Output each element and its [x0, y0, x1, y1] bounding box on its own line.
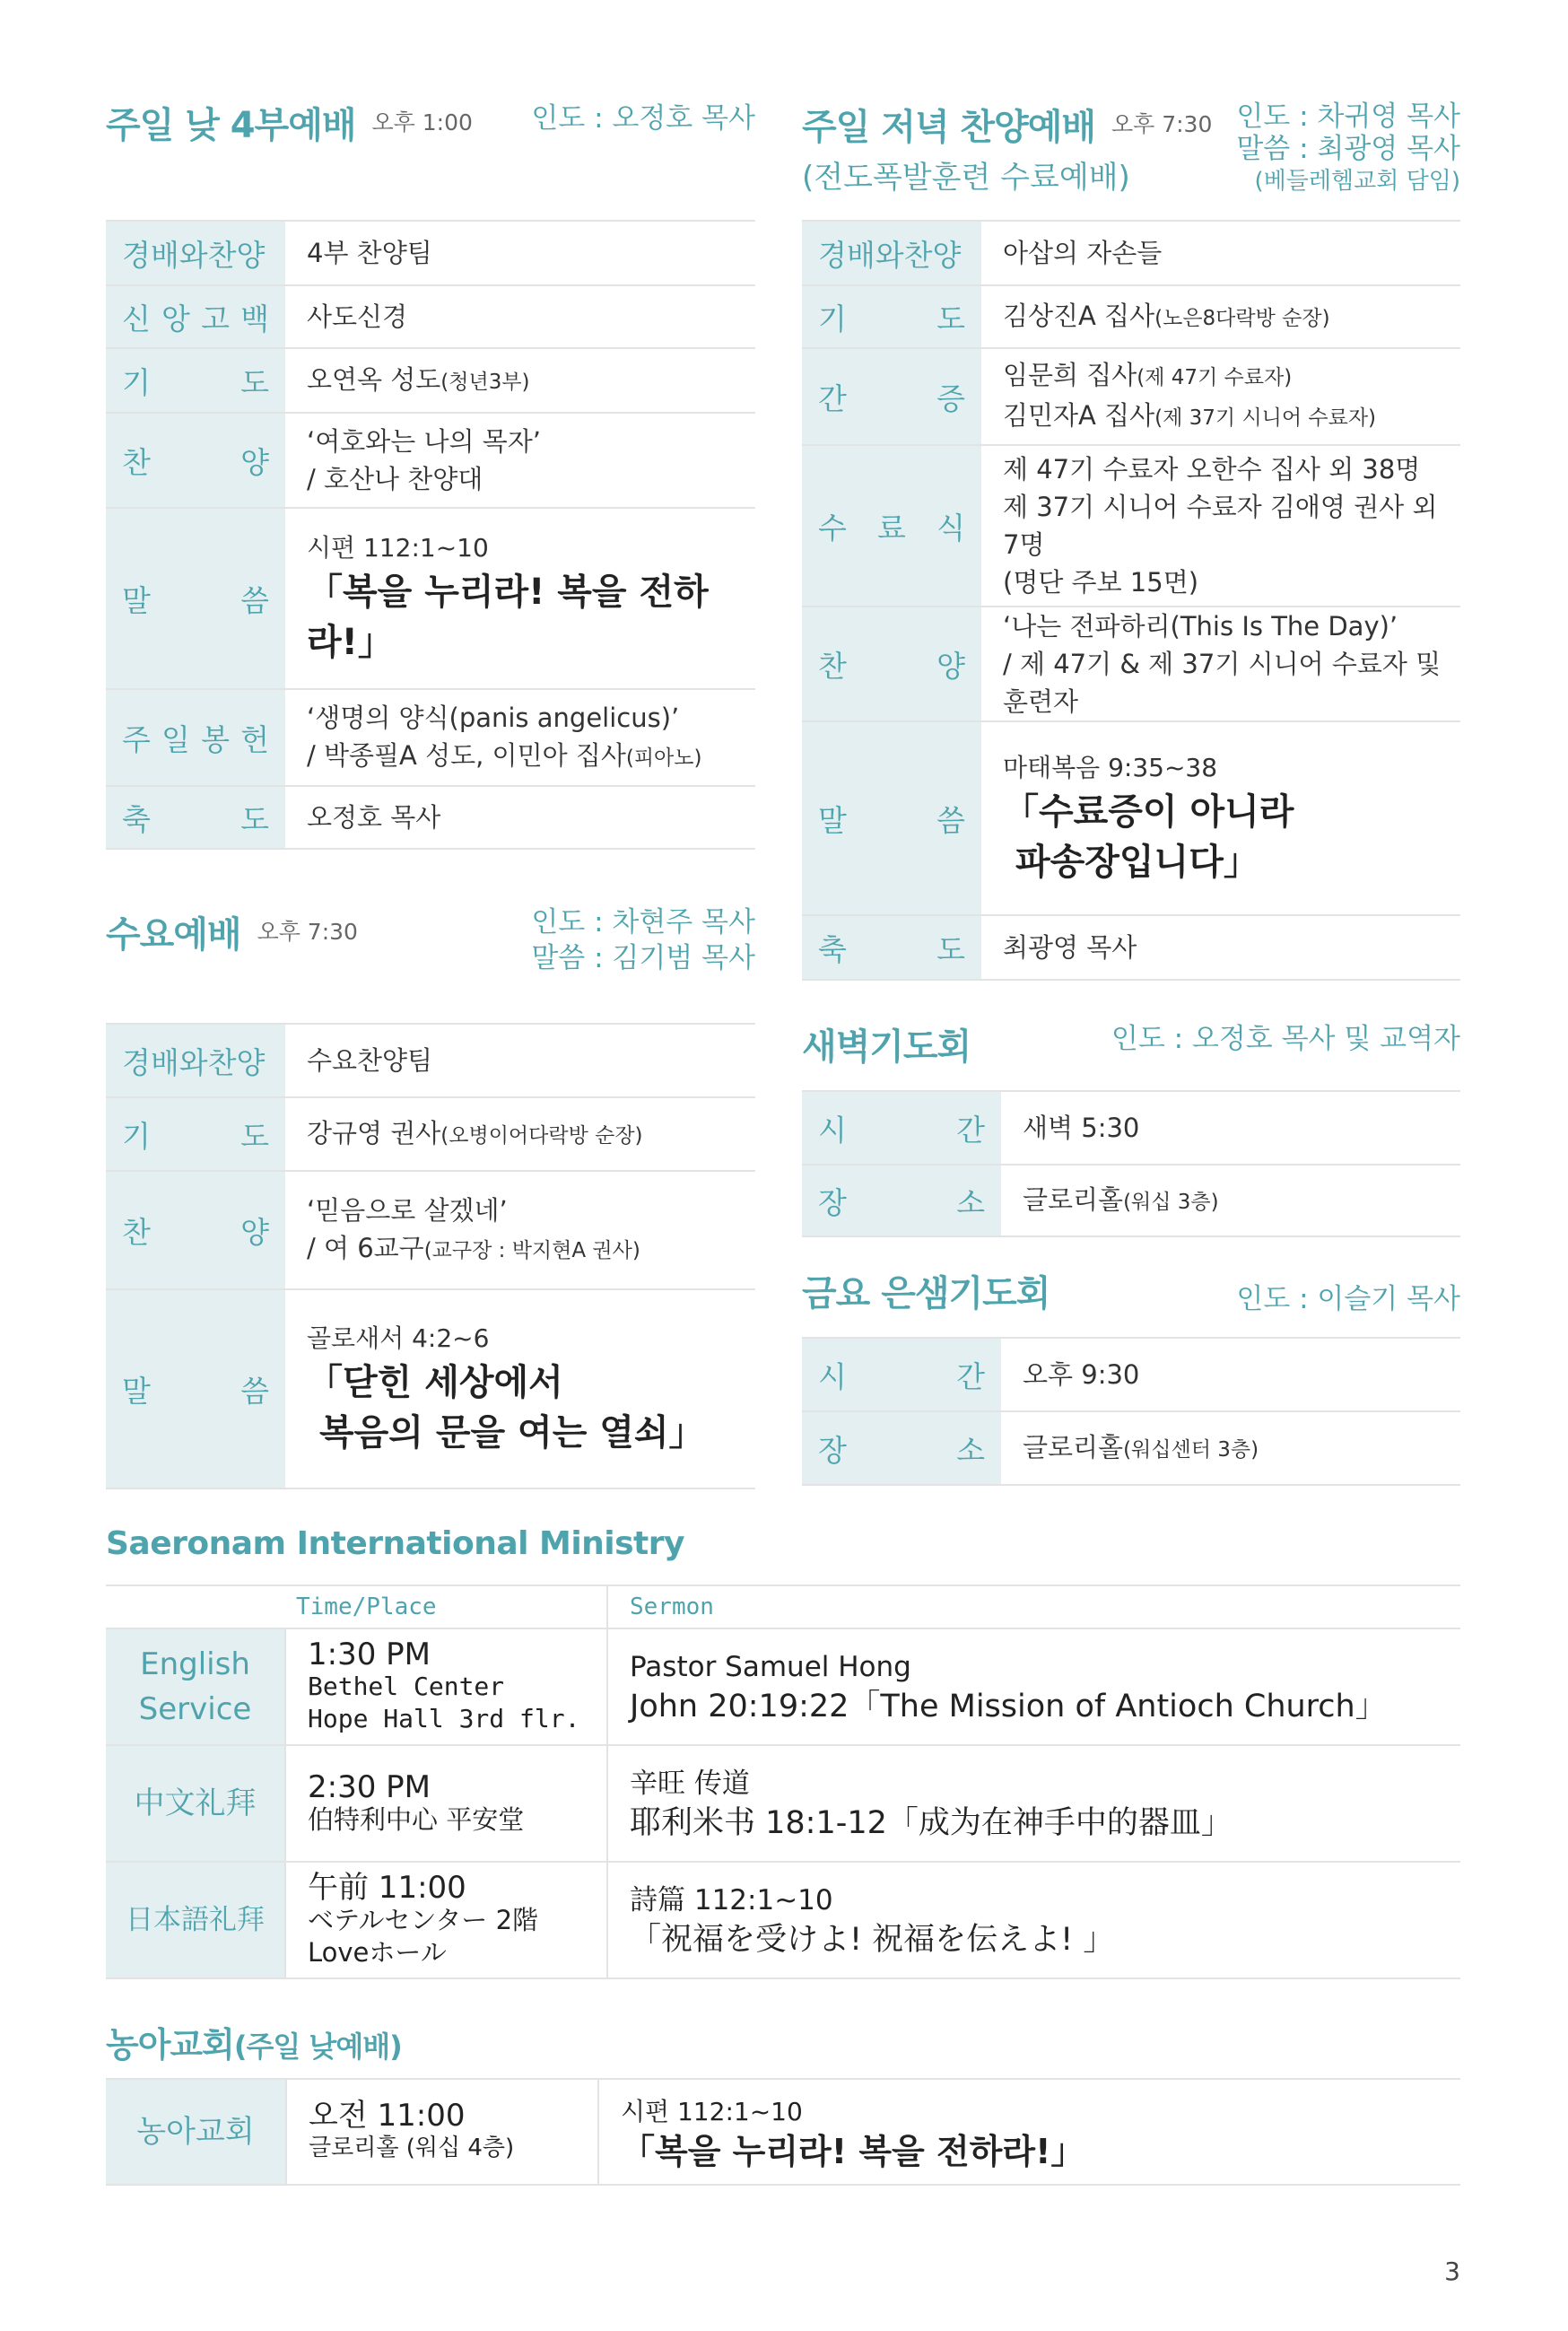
dawn-leader: 인도 : 오정호 목사 및 교역자 — [1111, 1023, 1460, 1055]
deaf-title — [106, 2017, 402, 2066]
deaf-row — [106, 2079, 1460, 2185]
row-label: 축 — [122, 801, 151, 837]
sunday4-row-offering — [106, 689, 755, 786]
row-value: 오후 9:30 — [1023, 1359, 1140, 1390]
sermon-title-line2: 파송장입니다」 — [1015, 842, 1259, 883]
chinese-sermon: 耶利米书 18:1-12「成为在神手中的器皿」 — [630, 1805, 1233, 1841]
row-value-note: (워십 3층) — [1123, 1190, 1219, 1214]
praise-song: ‘여호와는 나의 목자’ — [307, 426, 541, 457]
english-preacher: Pastor Samuel Hong — [630, 1651, 911, 1683]
row-label: 양 — [240, 1214, 269, 1250]
deaf-time: 오전 11:00 — [309, 2098, 466, 2134]
sermon-verse: 마태복음 9:35~38 — [1003, 753, 1218, 782]
sunday4-title — [106, 97, 473, 148]
praise-song: ‘나는 전파하리(This Is The Day)’ — [1003, 611, 1398, 642]
english-label-1: English — [140, 1646, 250, 1682]
testimony-note-1: (제 47기 수료자) — [1137, 366, 1293, 389]
evening-preacher-note: (베들레헴교회 담임) — [1254, 168, 1460, 195]
row-label: 식 — [936, 510, 965, 546]
deaf-verse: 시편 112:1~10 — [621, 2097, 803, 2126]
wednesday-row-prayer — [106, 1097, 755, 1171]
wednesday-row-worship — [106, 1024, 755, 1097]
row-label: 양 — [240, 444, 269, 480]
sermon-title-line2: 복음의 문을 여는 열쇠」 — [319, 1412, 705, 1454]
row-label: 수 — [818, 510, 847, 546]
row-label: 헌 — [240, 721, 269, 757]
english-place-1: Bethel Center — [308, 1672, 505, 1701]
evening-leaders — [1236, 100, 1460, 197]
praise-choir-note: (교구장 : 박지현A 권사) — [423, 1238, 640, 1262]
english-place-2: Hope Hall 3rd flr. — [308, 1704, 580, 1733]
row-label: 축 — [818, 931, 847, 967]
international-table — [106, 1585, 1460, 1979]
row-label: 장 — [818, 1184, 847, 1220]
japanese-place-2: Loveホール — [308, 1937, 447, 1968]
evening-subtitle: (전도폭발훈련 수료예배) — [802, 160, 1130, 196]
row-label: 료 — [877, 510, 906, 546]
row-value: 4부 찬양팀 — [307, 238, 432, 268]
evening-title-text: 주일 저녁 찬양예배 — [802, 107, 1095, 148]
sermon-verse: 시편 112:1~10 — [307, 533, 489, 563]
row-value: 강규영 권사 — [307, 1117, 441, 1148]
evening-row-sermon — [802, 721, 1460, 915]
evening-row-testimony — [802, 348, 1460, 445]
row-label: 도 — [936, 931, 965, 967]
row-label: 시 — [818, 1358, 847, 1394]
row-label: 도 — [240, 364, 269, 400]
dawn-title: 새벽기도회 — [802, 1026, 971, 1068]
row-label: 소 — [956, 1184, 985, 1220]
english-time: 1:30 PM — [308, 1637, 431, 1672]
row-label: 찬 — [122, 1214, 151, 1250]
sunday4-time: 오후 1:00 — [371, 109, 473, 135]
testimony-note-2: (제 37기 시니어 수료자) — [1154, 406, 1377, 430]
row-value-note: (오병이어다락방 순장) — [440, 1123, 643, 1148]
sunday4-row-praise — [106, 413, 755, 508]
evening-table — [802, 220, 1460, 981]
friday-leader: 인도 : 이슬기 목사 — [1236, 1283, 1460, 1315]
row-label: 찬 — [122, 444, 151, 480]
row-label: 고 — [201, 301, 230, 336]
wednesday-title-text: 수요예배 — [106, 914, 241, 956]
japanese-service-row — [106, 1862, 1460, 1978]
row-value: 새벽 5:30 — [1023, 1113, 1140, 1143]
chinese-label: 中文礼拜 — [106, 1745, 285, 1862]
row-value: 아삽의 자손들 — [1003, 238, 1163, 268]
deaf-sermon: 「복을 누리라! 복을 전하라!」 — [621, 2132, 1085, 2171]
row-label: 경배와찬양 — [818, 237, 962, 273]
dawn-table — [802, 1090, 1460, 1237]
friday-row-time — [802, 1338, 1460, 1411]
sunday4-title-text: 주일 낮 4부예배 — [106, 105, 356, 146]
offering-performers-note: (피아노) — [625, 746, 702, 770]
evening-row-benediction — [802, 915, 1460, 980]
dawn-row-place — [802, 1165, 1460, 1236]
row-value: 최광영 목사 — [1003, 932, 1137, 963]
row-value: 사도신경 — [307, 301, 408, 332]
sunday4-row-worship — [106, 221, 755, 285]
row-label: 시 — [818, 1112, 847, 1148]
deaf-title-text: 농아교회 — [106, 2025, 234, 2065]
testimony-person-2: 김민자A 집사 — [1003, 400, 1155, 431]
row-label: 말 — [122, 582, 151, 618]
sunday4-row-prayer — [106, 348, 755, 413]
praise-choir: / 여 6교구 — [307, 1232, 424, 1263]
testimony-person-1: 임문희 집사 — [1003, 360, 1137, 390]
row-value: 김상진A 집사 — [1003, 300, 1155, 331]
sermon-title-line1: 「수료증이 아니라 — [1003, 791, 1294, 833]
chinese-time: 2:30 PM — [308, 1769, 431, 1805]
evening-row-worship — [802, 221, 1460, 285]
evening-title — [802, 99, 1212, 150]
international-header — [106, 1585, 1460, 1628]
sunday4-table — [106, 220, 755, 850]
row-label: 기 — [818, 301, 847, 336]
english-sermon: John 20:19:22「The Mission of Antioch Church」 — [630, 1689, 1387, 1724]
row-label: 씀 — [240, 1373, 269, 1409]
japanese-place-1: ベテルセンター 2階 — [308, 1905, 539, 1935]
english-service-row — [106, 1628, 1460, 1745]
international-title: Saeronam International Ministry — [106, 1525, 684, 1562]
row-label: 기 — [122, 1118, 151, 1154]
offering-performers: / 박종필A 성도, 이민아 집사 — [307, 739, 626, 771]
row-label: 경배와찬양 — [122, 237, 266, 273]
japanese-verse: 詩篇 112:1~10 — [630, 1884, 833, 1916]
dawn-row-time — [802, 1091, 1460, 1165]
row-label: 경배와찬양 — [122, 1044, 266, 1080]
row-label: 장 — [818, 1432, 847, 1468]
row-label: 봉 — [201, 721, 230, 757]
praise-song: ‘믿음으로 살겠네’ — [307, 1194, 508, 1226]
english-label-2: Service — [138, 1691, 252, 1727]
sunday4-row-creed — [106, 285, 755, 348]
row-value: 수요찬양팀 — [307, 1045, 433, 1076]
evening-time: 오후 7:30 — [1111, 111, 1213, 137]
row-label: 백 — [240, 301, 269, 336]
sermon-verse: 골로새서 4:2~6 — [307, 1323, 490, 1353]
col-sermon-header: Sermon — [607, 1585, 1460, 1628]
evening-leader: 인도 : 차귀영 목사 — [1236, 100, 1460, 133]
friday-row-place — [802, 1411, 1460, 1485]
page-number: 3 — [1444, 2257, 1460, 2286]
offering-song: ‘생명의 양식(panis angelicus)’ — [307, 702, 680, 733]
row-label: 씀 — [240, 582, 269, 618]
row-label: 일 — [161, 721, 190, 757]
row-label: 소 — [956, 1432, 985, 1468]
row-value: 오정호 목사 — [307, 802, 441, 833]
japanese-sermon: 「祝福を受けよ! 祝福を伝えよ! 」 — [630, 1922, 1115, 1958]
friday-title: 금요 은샘기도회 — [802, 1273, 1050, 1314]
deaf-label: 농아교회 — [106, 2079, 286, 2185]
col-time-header: Time/Place — [285, 1585, 607, 1628]
wednesday-leaders — [531, 904, 755, 976]
wednesday-row-sermon — [106, 1289, 755, 1489]
row-label: 간 — [818, 380, 847, 416]
japanese-label: 日本語礼拜 — [106, 1862, 285, 1978]
row-label: 씀 — [936, 802, 965, 838]
ceremony-line: (명단 주보 15면) — [1003, 567, 1199, 598]
sermon-title: 「복을 누리라! 복을 전하라!」 — [307, 572, 709, 663]
evening-row-ceremony — [802, 445, 1460, 607]
chinese-preacher: 辛旺 传道 — [630, 1768, 750, 1800]
japanese-time: 午前 11:00 — [308, 1870, 466, 1906]
evening-preacher: 말씀 : 최광영 목사 — [1236, 133, 1460, 165]
row-label: 신 — [122, 301, 151, 336]
row-value: 글로리홀 — [1023, 1431, 1124, 1462]
row-label: 도 — [936, 301, 965, 336]
ceremony-line: 제 47기 수료자 오한수 집사 외 38명 — [1003, 454, 1421, 485]
deaf-table — [106, 2078, 1460, 2186]
row-label: 주 — [122, 721, 151, 757]
ceremony-line: 제 37기 시니어 수료자 김애영 권사 외 7명 — [1003, 492, 1438, 560]
wednesday-time: 오후 7:30 — [257, 919, 358, 945]
row-label: 도 — [240, 801, 269, 837]
praise-performers: / 제 47기 & 제 37기 시니어 수료자 및 훈련자 — [1003, 649, 1442, 717]
row-label: 도 — [240, 1118, 269, 1154]
row-label: 간 — [956, 1112, 985, 1148]
praise-choir: / 호산나 찬양대 — [307, 464, 483, 494]
row-label: 간 — [956, 1358, 985, 1394]
wednesday-table — [106, 1023, 755, 1489]
evening-row-prayer — [802, 285, 1460, 348]
row-label: 기 — [122, 364, 151, 400]
row-label: 앙 — [161, 301, 190, 336]
deaf-place: 글로리홀 (워십 4층) — [309, 2135, 515, 2161]
sunday4-leader: 인도 : 오정호 목사 — [531, 102, 755, 135]
chinese-place: 伯特利中心 平安堂 — [308, 1804, 525, 1835]
sunday4-row-benediction — [106, 786, 755, 849]
sermon-title-line1: 「닫힌 세상에서 — [307, 1362, 563, 1403]
chinese-service-row — [106, 1745, 1460, 1862]
wednesday-title — [106, 906, 358, 957]
row-value-note: (노은8다락방 순장) — [1154, 306, 1330, 330]
wednesday-preacher: 말씀 : 김기범 목사 — [531, 942, 755, 974]
evening-row-praise — [802, 607, 1460, 721]
friday-table — [802, 1337, 1460, 1486]
row-label: 말 — [818, 802, 847, 838]
row-value: 오연옥 성도 — [307, 363, 441, 395]
row-value-note: (청년3부) — [440, 370, 530, 394]
sunday4-row-sermon — [106, 508, 755, 689]
row-label: 증 — [936, 380, 965, 416]
row-label: 말 — [122, 1373, 151, 1409]
wednesday-leader: 인도 : 차현주 목사 — [531, 906, 755, 939]
row-value-note: (워십센터 3층) — [1123, 1437, 1259, 1462]
row-label: 양 — [936, 648, 965, 684]
deaf-title-suffix: (주일 낮예배) — [233, 2030, 402, 2064]
row-label: 찬 — [818, 648, 847, 684]
row-value: 글로리홀 — [1023, 1183, 1124, 1215]
wednesday-row-praise — [106, 1171, 755, 1289]
